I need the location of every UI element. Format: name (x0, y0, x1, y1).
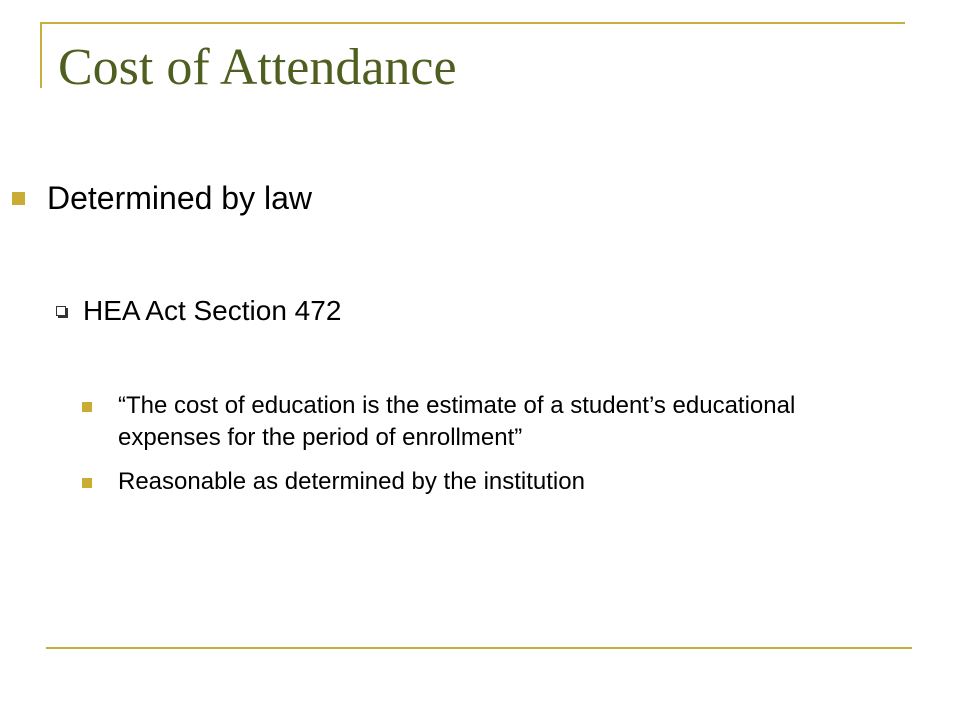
bottom-rule (46, 647, 912, 649)
bullet-level3 (82, 466, 818, 498)
bullet-level2 (56, 292, 341, 330)
square-bullet-icon (12, 192, 25, 205)
square-bullet-icon (82, 478, 92, 488)
slide-title: Cost of Attendance (58, 39, 457, 96)
square-bullet-icon (82, 402, 92, 412)
bullet-level1 (12, 176, 312, 220)
hollow-square-bullet-icon (56, 306, 66, 316)
top-rule (40, 22, 905, 24)
bullet-text: Determined by law (47, 180, 312, 216)
item-text: Reasonable as determined by the institution (118, 468, 585, 495)
quote-text: “The cost of education is the estimate of a student’s educational expenses for the period of enrollment” (118, 392, 796, 451)
subbullet-text: HEA Act Section 472 (83, 295, 342, 326)
left-rule (40, 22, 42, 88)
bullet-level3 (82, 390, 818, 454)
